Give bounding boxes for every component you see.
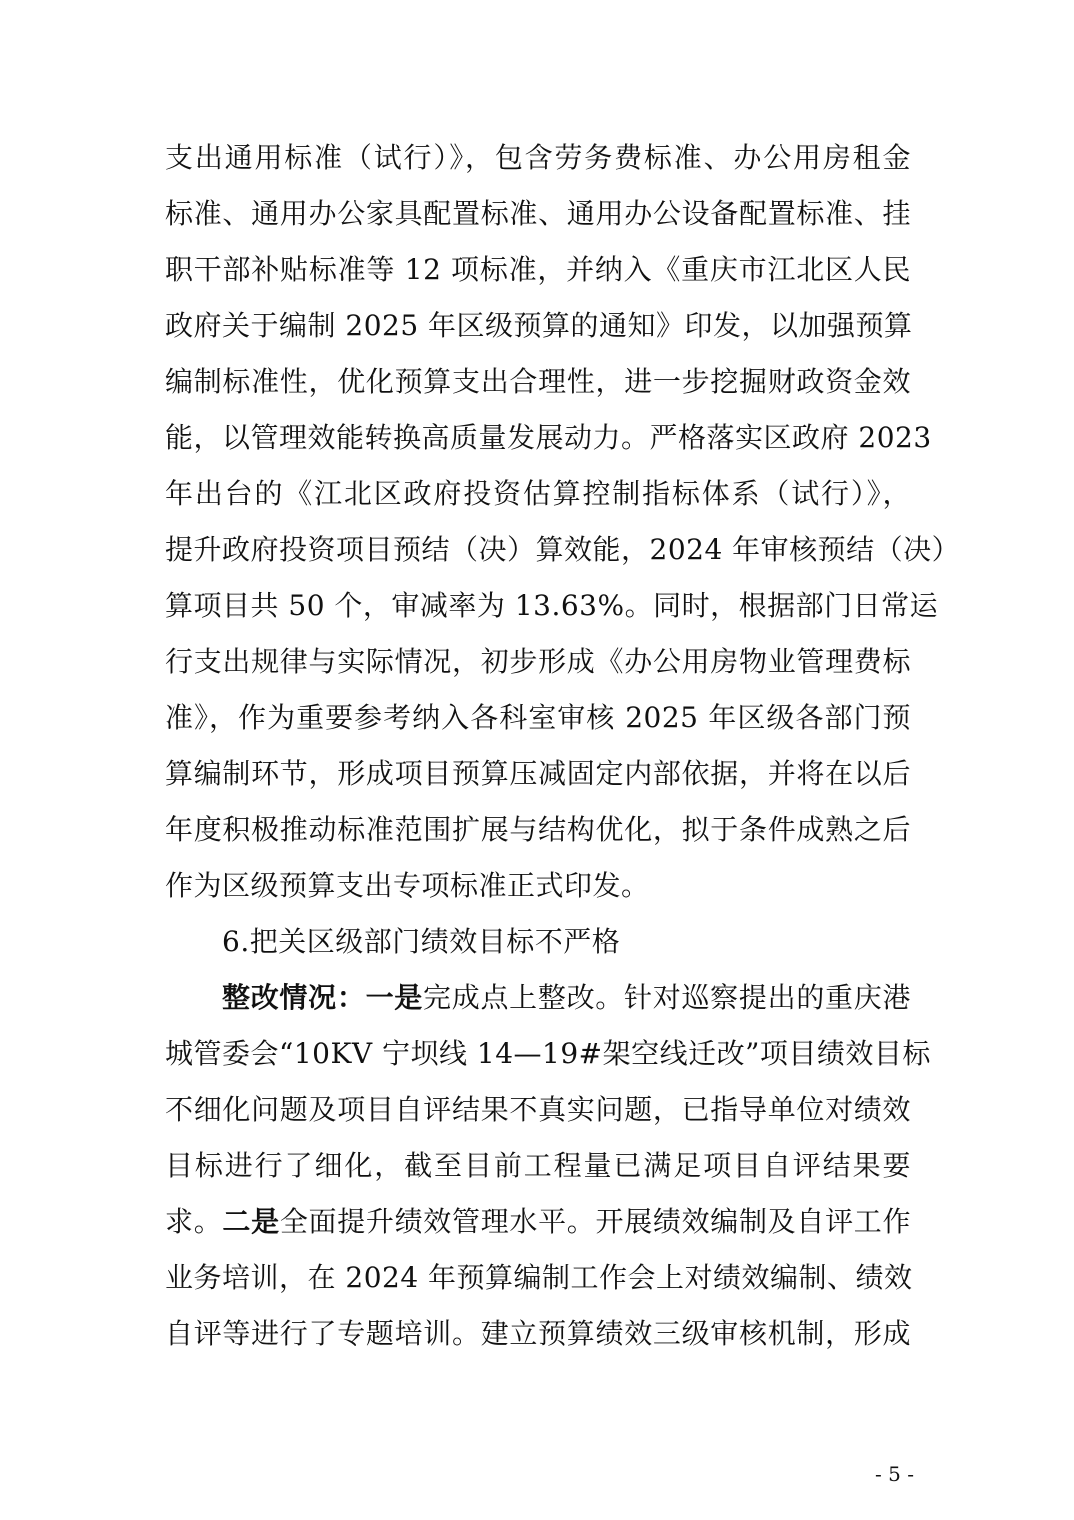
body-line: 准》，作为重要参考纳入各科室审核 2025 年区级各部门预	[165, 701, 911, 734]
section-heading: 6.把关区级部门绩效目标不严格	[222, 925, 621, 958]
body-line: 年度积极推动标准范围扩展与结构优化，拟于条件成熟之后	[165, 813, 911, 846]
page-number: - 5 -	[875, 1462, 914, 1486]
first-marker: 一是	[365, 981, 424, 1014]
rectification-label: 整改情况：	[222, 981, 366, 1014]
body-line: 城管委会“10KV 宁坝线 14—19#架空线迁改”项目绩效目标	[165, 1037, 931, 1070]
body-line: 支出通用标准（试行）》，包含劳务费标准、办公用房租金	[165, 141, 911, 174]
body-line: 职干部补贴标准等 12 项标准，并纳入《重庆市江北区人民	[165, 253, 911, 286]
rectification-line	[222, 980, 911, 1016]
first-text: 完成点上整改。针对巡察提出的重庆港	[423, 981, 911, 1014]
second-pre: 求。	[165, 1205, 223, 1238]
body-line: 年出台的《江北区政府投资估算控制指标体系（试行）》，	[165, 477, 911, 510]
body-line: 自评等进行了专题培训。建立预算绩效三级审核机制，形成	[165, 1317, 911, 1350]
body-line: 算项目共 50 个，审减率为 13.63%。同时，根据部门日常运	[165, 589, 939, 622]
body-line: 算编制环节，形成项目预算压减固定内部依据，并将在以后	[165, 757, 911, 790]
body-line: 能，以管理效能转换高质量发展动力。严格落实区政府 2023	[165, 421, 932, 454]
second-marker: 二是	[222, 1205, 280, 1238]
body-line: 作为区级预算支出专项标准正式印发。	[165, 869, 650, 902]
body-line: 标准、通用办公家具配置标准、通用办公设备配置标准、挂	[165, 197, 911, 230]
body-line: 行支出规律与实际情况，初步形成《办公用房物业管理费标	[165, 645, 911, 678]
second-text: 全面提升绩效管理水平。开展绩效编制及自评工作	[279, 1205, 911, 1238]
body-line: 政府关于编制 2025 年区级预算的通知》印发，以加强预算	[165, 309, 913, 342]
body-line: 不细化问题及项目自评结果不真实问题，已指导单位对绩效	[165, 1093, 911, 1126]
rectification-line	[165, 1204, 911, 1240]
body-line: 目标进行了细化，截至目前工程量已满足项目自评结果要	[165, 1149, 911, 1182]
body-line: 编制标准性，优化预算支出合理性，进一步挖掘财政资金效	[165, 365, 911, 398]
body-line: 提升政府投资项目预结（决）算效能，2024 年审核预结（决）	[165, 533, 961, 566]
body-line: 业务培训，在 2024 年预算编制工作会上对绩效编制、绩效	[165, 1261, 913, 1294]
